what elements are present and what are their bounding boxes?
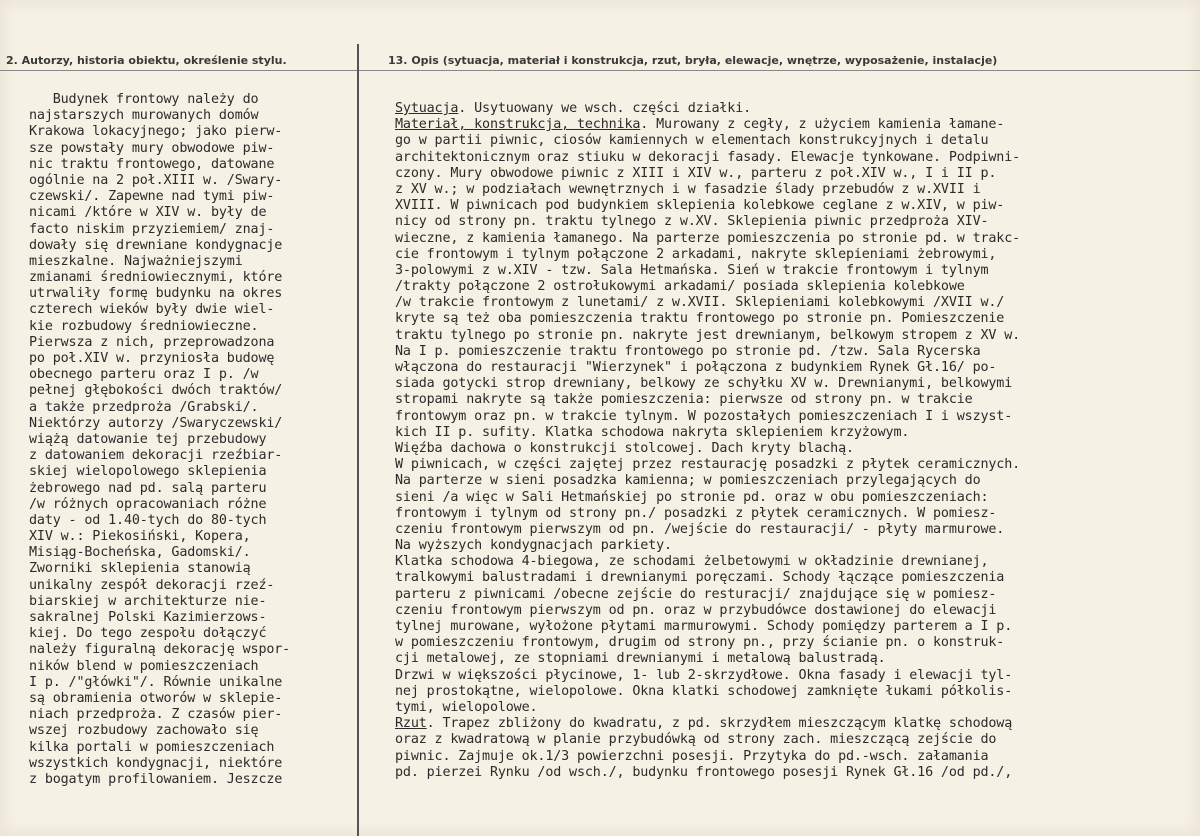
- description-text-line: [395, 409, 1195, 425]
- description-text: czeniu frontowym pierwszym od pn. /wejście do restauracji/ - płyty marmurowe.: [395, 521, 1005, 537]
- history-text-line: Zworniki sklepienia stanowią: [29, 561, 251, 577]
- history-text-line: kiej. Do tego zespołu dołączyć: [29, 626, 267, 642]
- description-text: wieczne, z kamienia łamanego. Na parterze pomieszczenia po stronie pd. w trakc-: [395, 230, 1021, 246]
- description-text-line: [395, 457, 1195, 473]
- description-text: Na wyższych kondygnacjach parkiety.: [395, 538, 672, 554]
- history-text-line: wszystkich kondygnacji, niektóre: [29, 755, 283, 771]
- description-text-line: [395, 376, 1195, 392]
- description-text-line: [395, 328, 1195, 344]
- description-text-line: [395, 684, 1195, 700]
- description-text-line: [395, 182, 1195, 198]
- history-text-line: Niektórzy autorzy /Swaryczewski/: [29, 415, 283, 431]
- history-text-line: XIV w.: Piekosiński, Kopera,: [29, 529, 251, 545]
- description-text: stropami nakryte są także pomieszczenia: pierwsze od strony pn. w trakcie: [395, 392, 973, 408]
- history-text-line: czterech wieków były dwie wiel-: [29, 302, 275, 318]
- description-text: cji metalowej, ze stopniami drewnianymi i metalową balustradą.: [395, 651, 886, 667]
- description-text: siada gotycki strop drewniany, belkowy ze schyłku XV w. Drewnianymi, belkowymi: [395, 376, 1013, 392]
- history-text-line: wiążą datowanie tej przebudowy: [29, 431, 267, 447]
- description-text-line: [395, 311, 1195, 327]
- description-text-line: [395, 101, 1195, 117]
- subsection-heading: Sytuacja: [395, 101, 459, 116]
- description-text: Klatka schodowa 4-biegowa, ze schodami żelbetowymi w okładzinie drewnianej,: [395, 554, 989, 570]
- history-text-line: dowały się drewniane kondygnacje: [29, 237, 283, 253]
- description-text: kich II p. sufity. Klatka schodowa nakryta sklepieniem krzyżowym.: [395, 424, 910, 440]
- description-text: czeniu frontowym pierwszym od pn. oraz w przybudówce dostawionej do elewacji: [395, 602, 997, 618]
- history-text-line: kilka portali w pomieszczeniach: [29, 739, 275, 755]
- header-divider: [0, 70, 1200, 71]
- description-text-line: [395, 344, 1195, 360]
- description-text-line: [395, 554, 1195, 570]
- description-text-line: [395, 441, 1195, 457]
- description-text: oraz z kwadratową w planie przybudówką od strony zach. mieszczącą zejście do: [395, 732, 997, 748]
- description-text-line: [395, 166, 1195, 182]
- description-text: czony. Mury obwodowe piwnic z XIII i XIV w., parteru z poł.XIV w., I i II p.: [395, 165, 997, 181]
- description-text-line: [395, 133, 1195, 149]
- description-text-line: [395, 522, 1195, 538]
- description-text-line: [395, 651, 1195, 667]
- section-2-heading: 2. Autorzy, historia obiektu, określenie stylu.: [6, 54, 287, 67]
- history-text-line: z datowaniem dekoracji rzeźbiar-: [29, 448, 283, 464]
- history-text-line: Budynek frontowy należy do: [29, 92, 259, 107]
- description-text: włączona do restauracji "Wierzynek" i połączona z budynkiem Rynek Gł.16/ po-: [395, 360, 997, 375]
- subsection-heading: Rzut: [395, 716, 427, 732]
- description-text: frontowym oraz pn. w trakcie tylnym. W pozostałych pomieszczeniach I i wszyst-: [395, 408, 1013, 424]
- description-text-line: [395, 473, 1195, 489]
- history-text-line: pełnej głębokości dwóch traktów/: [29, 383, 283, 399]
- description-text: Więźba dachowa o konstrukcji stolcowej. Dach kryty blachą.: [395, 440, 854, 456]
- description-text: tymi, wielopolowe.: [395, 699, 538, 715]
- description-text: piwnic. Zajmuje ok.1/3 powierzchni posesji. Przytyka do pd.-wsch. załamania: [395, 748, 989, 764]
- description-text: . Murowany z cegły, z użyciem kamienia łamane-: [640, 117, 1005, 133]
- description-text: Drzwi w większości płycinowe, 1- lub 2-skrzydłowe. Okna fasady i elewacji tyl-: [395, 667, 1013, 683]
- history-text-line: daty - od 1.40-tych do 80-tych: [29, 512, 267, 528]
- description-text-line: [395, 150, 1195, 166]
- history-text-line: kie rozbudowy średniowieczne.: [29, 318, 259, 334]
- history-text-line: I p. /"główki"/. Równie unikalne: [29, 674, 283, 690]
- history-text-line: unikalny zespół dekoracji rzeź-: [29, 577, 275, 593]
- section-13-heading: 13. Opis (sytuacja, materiał i konstrukcja, rzut, bryła, elewacje, wnętrze, wyposażenie, instalacje): [388, 54, 998, 67]
- description-text-line: [395, 765, 1195, 781]
- history-text-line: Krakowa lokacyjnego; jako pierw-: [29, 124, 283, 140]
- history-text-line: biarskiej w architekturze nie-: [29, 593, 267, 609]
- description-text: W piwnicach, w części zajętej przez restaurację posadzki z płytek ceramicznych.: [395, 457, 1021, 473]
- description-text: /trakty połączone 2 ostrołukowymi arkadami/ posiada sklepienia kolebkowe: [395, 279, 965, 295]
- description-text: . Trapez zbliżony do kwadratu, z pd. skrzydłem mieszczącym klatkę schodową: [426, 716, 1013, 732]
- description-text-line: [395, 425, 1195, 441]
- history-text-line: po poł.XIV w. przyniosła budowę: [29, 351, 275, 366]
- description-text: pd. pierzei Rynku /od wsch./, budynku frontowego posesji Rynek Gł.16 /od pd./,: [395, 764, 1013, 780]
- history-text-column: [29, 92, 355, 788]
- description-text-line: [395, 749, 1195, 765]
- history-text-line: zmianami średniowiecznymi, które: [29, 270, 283, 286]
- description-text: frontowym i tylnym od strony pn./ posadzki z płytek ceramicznych. W pomiesz-: [395, 505, 997, 521]
- history-text-line: sakralnej Polski Kazimierzows-: [29, 610, 267, 625]
- description-text-line: [395, 117, 1195, 133]
- history-text-line: mieszkalne. Najważniejszymi: [29, 253, 243, 269]
- description-text: tralkowymi balustradami i drewnianymi poręczami. Schody łączące pomieszczenia: [395, 570, 1005, 586]
- description-text: sieni /a więc w Sali Hetmańskiej po stronie pd. oraz w obu pomieszczeniach:: [395, 489, 989, 505]
- history-text-line: są obramienia otworów w sklepie-: [29, 690, 283, 706]
- history-text-line: nicami /które w XIV w. były de: [29, 205, 267, 221]
- description-text-line: [395, 263, 1195, 279]
- description-text: 3-polowymi z w.XIV - tzw. Sala Hetmańska. Sień w trakcie frontowym i tylnym: [395, 262, 989, 278]
- description-text: XVIII. W piwnicach pod budynkiem sklepienia kolebkowe ceglane z w.XIV, w piw-: [395, 198, 1005, 214]
- description-text-line: [395, 668, 1195, 684]
- subsection-heading: Materiał, konstrukcja, technika: [395, 117, 641, 133]
- history-text-line: facto niskim przyziemiem/ znaj-: [29, 221, 275, 237]
- history-text-line: obecnego parteru oraz I p. /w: [29, 367, 259, 383]
- history-text-line: sze powstały mury obwodowe piw-: [29, 140, 275, 156]
- history-text-line: Misiąg-Bocheńska, Gadomski/.: [29, 545, 251, 561]
- description-text-line: [395, 490, 1195, 506]
- description-text: go w partii piwnic, ciosów kamiennych w elementach konstrukcyjnych i detalu: [395, 133, 989, 149]
- history-text-line: należy figuralną dekorację wspor-: [29, 642, 291, 658]
- history-text-line: niach przedproża. Z czasów pier-: [29, 707, 283, 723]
- history-text-line: nic traktu frontowego, datowane: [29, 156, 275, 172]
- description-text-line: [395, 198, 1195, 214]
- description-text-line: [395, 716, 1195, 732]
- description-text: . Usytuowany we wsch. części działki.: [458, 101, 752, 116]
- history-text-line: a także przedproża /Grabski/.: [29, 399, 259, 415]
- description-text: w pomieszczeniu frontowym, drugim od strony pn., przy ścianie pn. o konstruk-: [395, 635, 1005, 651]
- description-text: cie frontowym i tylnym połączone 2 arkadami, nakryte sklepieniami żebrowymi,: [395, 246, 997, 262]
- description-text-line: [395, 619, 1195, 635]
- description-text-line: [395, 603, 1195, 619]
- description-text-line: [395, 247, 1195, 263]
- description-text: architektonicznym oraz stiuku w dekoracji fasady. Elewacje tynkowane. Podpiwni-: [395, 149, 1021, 165]
- history-text-line: ogólnie na 2 poł.XIII w. /Swary-: [29, 172, 283, 188]
- history-text-line: czewski/. Zapewne nad tymi piw-: [29, 189, 275, 205]
- history-text-line: ników blend w pomieszczeniach: [29, 658, 259, 674]
- description-text: Na I p. pomieszczenie traktu frontowego po stronie pd. /tzw. Sala Rycerska: [395, 343, 981, 359]
- description-text-line: [395, 506, 1195, 522]
- history-text-line: Pierwsza z nich, przeprowadzona: [29, 334, 275, 350]
- description-text: kryte są też oba pomieszczenia traktu frontowego po stronie pn. Pomieszczenie: [395, 311, 1005, 327]
- description-text: nej prostokątne, wielopolowe. Okna klatki schodowej zamknięte łukami półkolis-: [395, 683, 1013, 699]
- description-text: z XV w.; w podziałach wewnętrznych i w fasadzie ślady przebudów z w.XVII i: [395, 181, 981, 197]
- description-text-line: [395, 587, 1195, 603]
- description-text-line: [395, 231, 1195, 247]
- description-text-line: [395, 392, 1195, 408]
- history-text-line: najstarszych murowanych domów: [29, 108, 259, 124]
- history-text-line: skiej wielopolowego sklepienia: [29, 464, 267, 480]
- description-text: /w trakcie frontowym z lunetami/ z w.XVII. Sklepieniami kolebkowymi /XVII w./: [395, 295, 1005, 311]
- description-text-line: [395, 635, 1195, 651]
- description-text-line: [395, 570, 1195, 586]
- description-text-line: [395, 295, 1195, 311]
- description-text-line: [395, 214, 1195, 230]
- description-text: parteru z piwnicami /obecne zejście do resturacji/ znajdujące się w pomiesz-: [395, 586, 997, 602]
- description-text-line: [395, 360, 1195, 376]
- description-text: tylnej murowane, wyłożone płytami marmurowymi. Schody pomiędzy parterem a I p.: [395, 619, 1013, 634]
- history-text-line: z bogatym profilowaniem. Jeszcze: [29, 771, 283, 787]
- description-text: nicy od strony pn. traktu tylnego z w.XV. Sklepienia piwnic przedproża XIV-: [395, 214, 989, 230]
- history-text-line: żebrowego nad pd. salą parteru: [29, 480, 267, 496]
- column-divider: [357, 44, 359, 836]
- history-text-line: wszej rozbudowy zachowało się: [29, 723, 259, 739]
- history-text-line: /w różnych opracowaniach różne: [29, 496, 267, 512]
- description-text-line: [395, 538, 1195, 554]
- description-text-line: [395, 732, 1195, 748]
- description-text: traktu tylnego po stronie pn. nakryte jest drewnianym, belkowym stropem z XV w.: [395, 327, 1021, 343]
- history-text-line: utrwaliły formę budynku na okres: [29, 286, 283, 302]
- description-text-line: [395, 700, 1195, 716]
- description-text-line: [395, 279, 1195, 295]
- description-text-column: [395, 101, 1195, 781]
- description-text: Na parterze w sieni posadzka kamienna; w pomieszczeniach przylegających do: [395, 473, 981, 489]
